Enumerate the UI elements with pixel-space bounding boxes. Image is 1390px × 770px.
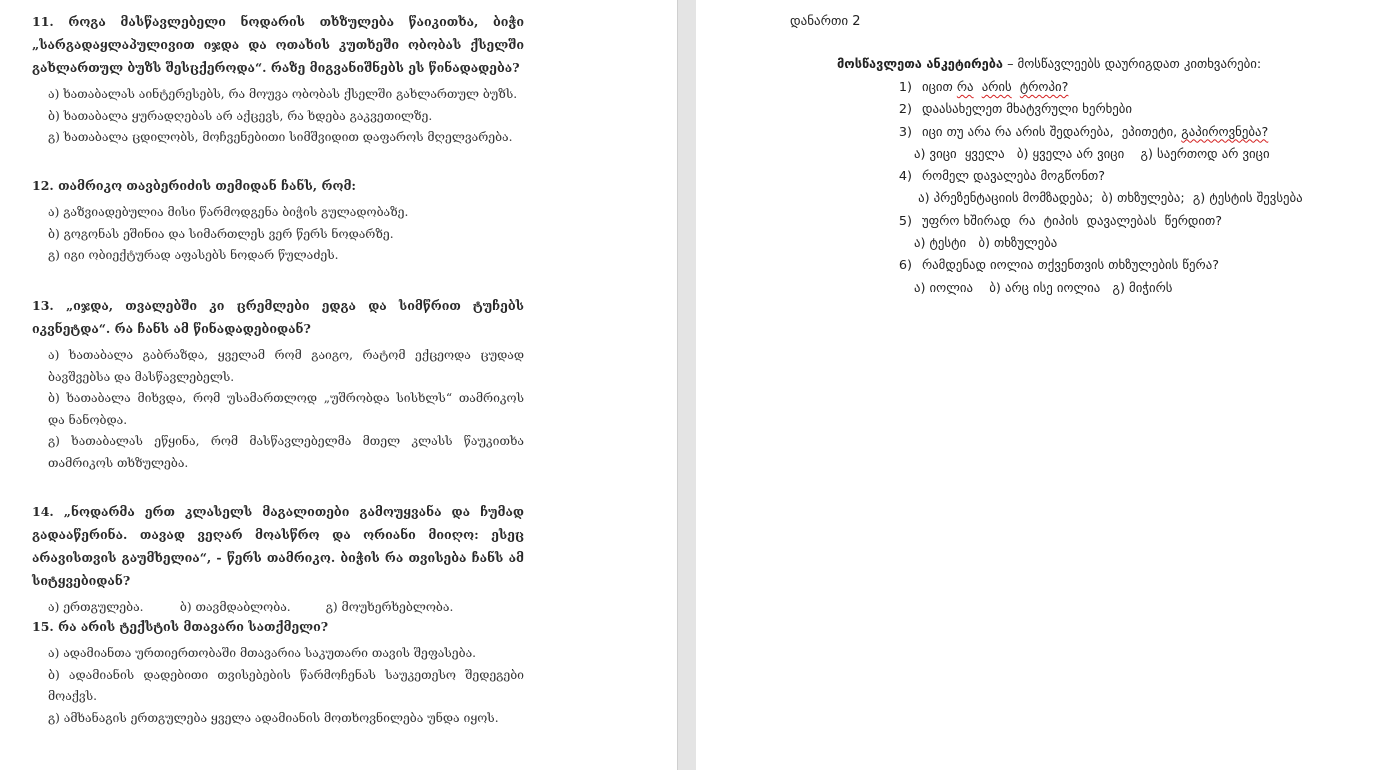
survey-intro-bold: მოსწავლეთა ანკეტირება	[837, 57, 1004, 72]
survey-item-1	[886, 77, 1386, 99]
answer-a: ა) გაზვიადებულია მისი წარმოდგენა ბიჭის გულადობაზე.	[48, 205, 409, 219]
item-text: უფრო ხშირად რა ტიპის დავალებას წერდით?	[922, 213, 1223, 229]
item-text: რომელ დავალება მოგწონთ?	[922, 169, 1106, 185]
item-number: 1)	[898, 80, 912, 95]
answer-b: ბ) თავმდაბლობა.	[179, 600, 291, 614]
answer-c: გ) იგი ობიექტურად აფასებს ნოდარ წულაძეს.	[48, 248, 339, 262]
item-text: რამდენად იოლია თქვენთვის თხზულების წერა?	[922, 258, 1220, 274]
question-13	[32, 294, 524, 474]
spellcheck-word: ტროპი?	[1019, 80, 1069, 95]
question-text: 15. რა არის ტექსტის მთავარი სათქმელი?	[32, 619, 329, 634]
answer-a: ა) ხათაბალა გაბრაზდა, ყველამ რომ გაიგო, რატომ ექცეოდა ცუდად ბავშვებსა და მასწავლებელს.	[48, 348, 524, 384]
item-number: 2)	[898, 102, 912, 118]
answer-a: ა) ერთგულება.	[48, 600, 144, 614]
item-text: დაასახელეთ მხატვრული ხერხები	[922, 102, 1133, 118]
answer-c: გ) ამხანაგის ერთგულება ყველა ადამიანის მოთხოვნილება უნდა იყოს.	[48, 710, 499, 725]
survey-item-5	[886, 211, 1386, 233]
question-text: 13. „იჯდა, თვალებში კი ცრემლები ედგა და სიმწრით ტუჩებს იკვნეტდა“. რა ჩანს ამ წინადადებიდან?	[32, 298, 524, 336]
item-number: 4)	[898, 169, 912, 185]
appendix-title: დანართი 2	[790, 14, 861, 29]
answer-a: ა) ადამიანთა ურთიერთობაში მთავარია საკუთარი თავის შეფასება.	[48, 646, 477, 660]
answer-c: გ) ხათაბალას ეწყინა, რომ მასწავლებელმა მთელ კლასს წაუკითხა თამრიკოს თხზულება.	[48, 434, 524, 470]
answer-b: ბ) ხათაბალა ყურადღებას არ აქცევს, რა ხდება გაკვეთილზე.	[48, 108, 433, 123]
answer-b: ბ) ადამიანის დადებითი თვისებების წარმოჩენას საუკეთესო შედეგები მოაქვს.	[48, 667, 524, 703]
page-gutter	[677, 0, 697, 770]
survey-options-4: ა) პრეზენტაციის მომზადება; ბ) თხზულება; გ) ტესტის შევსება	[914, 191, 1303, 207]
spellcheck-word: არის	[981, 80, 1012, 95]
spellcheck-word: რა	[956, 80, 974, 95]
question-11	[32, 10, 524, 149]
spellcheck-word: გაპიროვნება?	[1181, 124, 1269, 140]
answer-a: ა) ხათაბალას აინტერესებს, რა მოუვა ობობას ქსელში გახლართულ ბუზს.	[48, 87, 518, 101]
answer-b: ბ) ხათაბალა მიხვდა, რომ უსამართლოდ „უშრობდა სისხლს“ თამრიკოს და ნანობდა.	[48, 391, 524, 427]
survey-item-6	[886, 255, 1386, 277]
item-text-space	[974, 80, 982, 95]
answer-c: გ) ხათაბალა ცდილობს, მოჩვენებითი სიმშვიდით დაფაროს მღელვარება.	[48, 130, 513, 144]
item-text: იცი თუ არა რა არის შედარება, ეპითეტი,	[922, 124, 1182, 140]
question-text: 12. თამრიკო თავბერიძის თემიდან ჩანს, რომ:	[32, 178, 357, 193]
survey-item-4	[886, 166, 1386, 188]
answer-b: ბ) გოგონას ეშინია და სიმართლეს ვერ წერს ნოდარზე.	[48, 226, 394, 241]
question-14	[32, 500, 524, 619]
item-number: 6)	[898, 258, 912, 274]
item-number: 5)	[898, 213, 912, 229]
survey-options-5: ა) ტესტი ბ) თხზულება	[914, 236, 1058, 252]
survey-options-3: ა) ვიცი ყველა ბ) ყველა არ ვიცი გ) საერთოდ არ ვიცი	[914, 146, 1270, 162]
item-text: იცით	[922, 80, 957, 95]
item-text-space	[1012, 80, 1020, 95]
survey-list	[886, 77, 1386, 300]
item-number: 3)	[898, 124, 912, 140]
document-page-right	[696, 0, 1390, 770]
survey-options-6: ა) იოლია ბ) არც ისე იოლია გ) მიჭირს	[914, 280, 1173, 296]
question-12	[32, 174, 524, 267]
question-text: 11. როგა მასწავლებელი ნოდარის თხზულება წაიკითხა, ბიჭი „სარგადაყლაპულივით იჯდა და ოთახის კუთხეში ობობას ქსელში გახლართულ ბუზს შესცქეროდა“. რაზე მიგვანიშნებს ეს წინადადება?	[32, 14, 524, 75]
survey-intro-rest: – მოსწავლეებს დაურიგდათ კითხვარები:	[1003, 57, 1262, 72]
survey-item-3	[886, 122, 1386, 144]
survey-item-2	[886, 99, 1386, 121]
question-15	[32, 615, 524, 729]
question-text: 14. „ნოდარმა ერთ კლასელს მაგალითები გამოუყვანა და ჩუმად გადააწერინა. თავად ვეღარ მოასწრო და ორიანი მიიღო: ესეც არავისთვის გაუმხელია“, - წერს თამრიკო. ბიჭის რა თვისება ჩანს ამ სიტყვებიდან?	[32, 504, 524, 588]
answer-c: გ) მოუხერხებლობა.	[325, 600, 454, 614]
survey-intro	[837, 57, 1261, 72]
document-page-left	[0, 0, 677, 770]
